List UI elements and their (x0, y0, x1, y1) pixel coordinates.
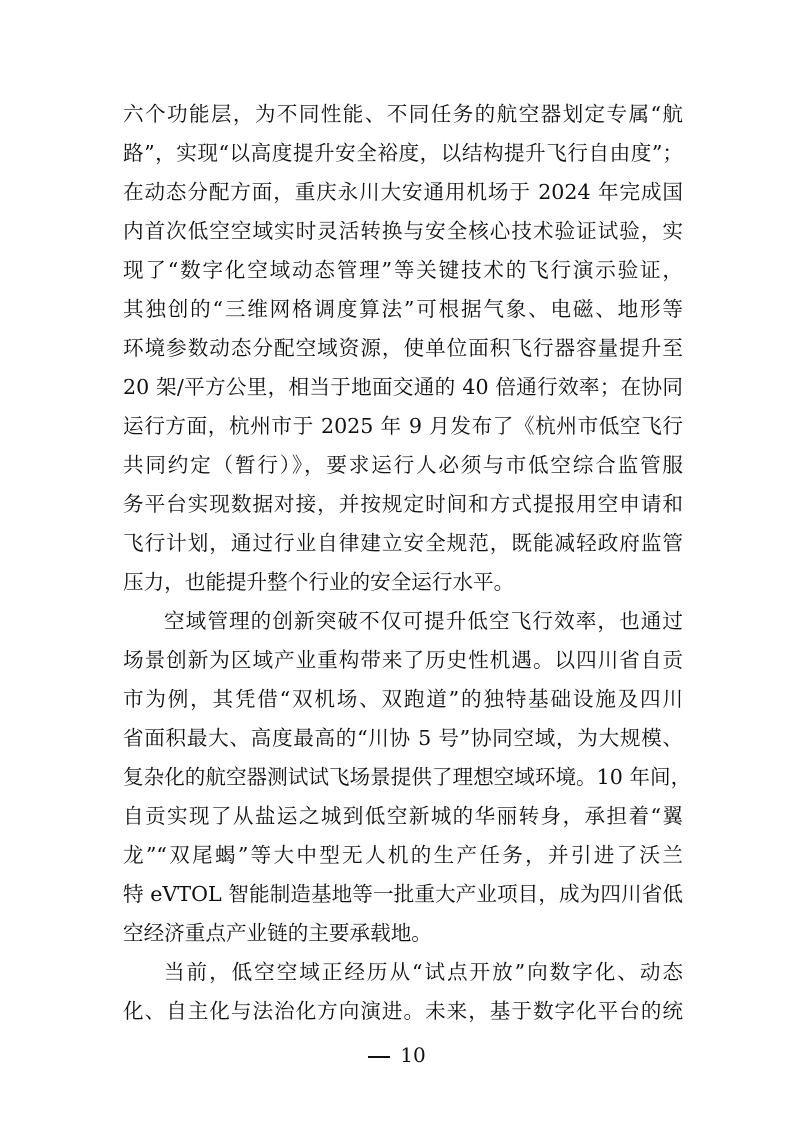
text-line: 运行方面，杭州市于 2025 年 9 月发布了《杭州市低空飞行 (123, 414, 683, 438)
text-line: 内首次低空空域实时灵活转换与安全核心技术验证试验，实 (123, 219, 683, 243)
paragraph-first-line: 空域管理的创新突破不仅可提升低空飞行效率，也通过 (164, 609, 683, 633)
page-number: 10 (400, 1043, 426, 1067)
text-line: 特 eVTOL 智能制造基地等一批重大产业项目，成为四川省低 (123, 882, 683, 906)
text-line: 环境参数动态分配空域资源，使单位面积飞行器容量提升至 (123, 336, 683, 360)
text-line: 路”，实现“以高度提升安全裕度，以结构提升飞行自由度”； (123, 141, 683, 165)
text-line: 共同约定（暂行）》，要求运行人必须与市低空综合监管服 (123, 453, 683, 477)
text-line: 复杂化的航空器测试试飞场景提供了理想空域环境。10 年间， (123, 765, 692, 789)
dash-icon (368, 1056, 390, 1058)
text-line: 其独创的“三维网格调度算法”可根据气象、电磁、地形等 (123, 297, 683, 321)
text-line: 空经济重点产业链的主要承载地。 (123, 921, 432, 945)
text-line: 省面积最大、高度最高的“川协 5 号”协同空域，为大规模、 (123, 726, 683, 750)
text-line: 自贡实现了从盐运之城到低空新城的华丽转身，承担着“翼 (123, 804, 683, 828)
text-line: 务平台实现数据对接，并按规定时间和方式提报用空申请和 (123, 492, 683, 516)
text-line: 六个功能层，为不同性能、不同任务的航空器划定专属“航 (123, 102, 683, 126)
text-line: 在动态分配方面，重庆永川大安通用机场于 2024 年完成国 (123, 180, 683, 204)
page-footer (0, 1040, 794, 1070)
text-line: 压力，也能提升整个行业的安全运行水平。 (123, 570, 515, 594)
text-line: 现了“数字化空域动态管理”等关键技术的飞行演示验证， (123, 258, 683, 282)
text-line: 20 架/平方公里，相当于地面交通的 40 倍通行效率；在协同 (123, 375, 683, 399)
paragraph-first-line: 当前，低空空域正经历从“试点开放”向数字化、动态 (164, 960, 683, 984)
text-line: 化、自主化与法治化方向演进。未来，基于数字化平台的统 (123, 999, 683, 1023)
text-line: 飞行计划，通过行业自律建立安全规范，既能减轻政府监管 (123, 531, 683, 555)
text-line: 场景创新为区域产业重构带来了历史性机遇。以四川省自贡 (123, 648, 683, 672)
text-line: 市为例，其凭借“双机场、双跑道”的独特基础设施及四川 (123, 687, 683, 711)
text-line: 龙”“双尾蝎”等大中型无人机的生产任务，并引进了沃兰 (123, 843, 683, 867)
